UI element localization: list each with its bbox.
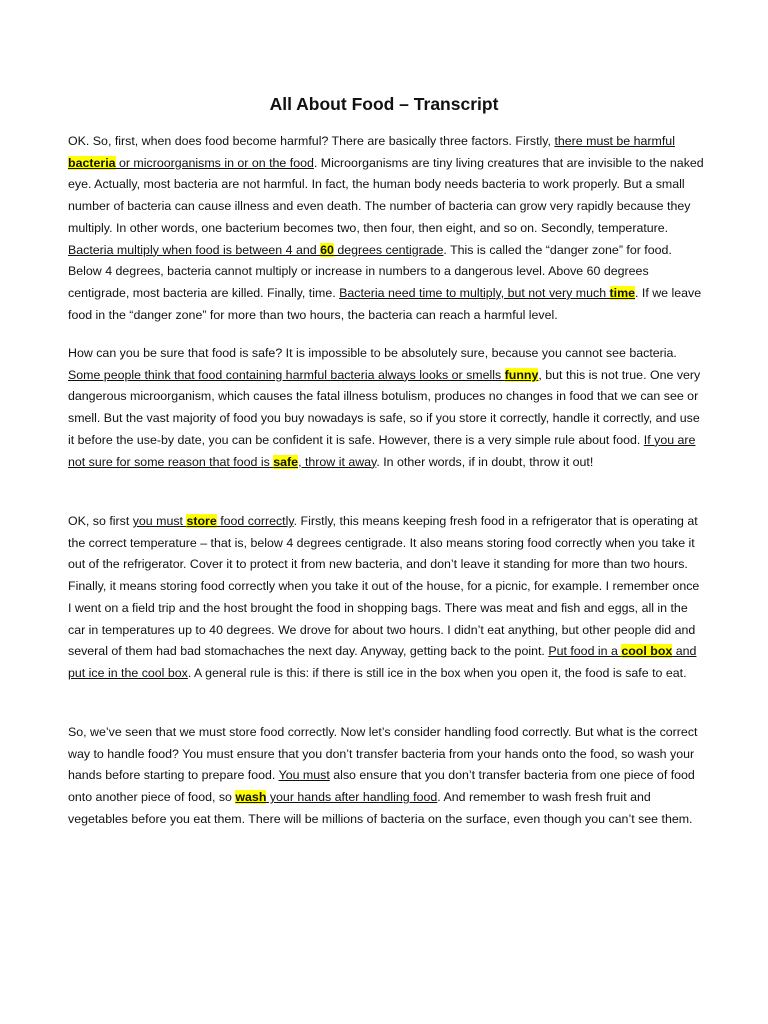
highlighted-keyword: store (186, 514, 217, 528)
text-run: . In other words, if in doubt, throw it out! (376, 454, 594, 469)
underlined-phrase: your hands after handling food (266, 790, 438, 805)
paragraph-4 (68, 722, 704, 831)
underlined-phrase: If you are not sure for some reason that food is (68, 432, 696, 469)
text-run: . And remember to wash fresh fruit and vegetables before you eat them. There will be millions of bacteria on the surface, even though you can’t see them. (68, 790, 693, 826)
highlighted-keyword: time (609, 285, 636, 300)
highlighted-keyword: safe (273, 454, 299, 469)
highlighted-keyword: 60 (320, 242, 334, 257)
paragraph-2 (68, 343, 704, 473)
highlighted-keyword: funny (504, 367, 539, 382)
text-run: How can you be sure that food is safe? It is impossible to be absolutely sure, because you cannot see bacteria. (68, 346, 677, 360)
text-run: So, we’ve seen that we must store food correctly. Now let’s consider handling food correctly. But what is the correct way to handle food? You must ensure that you don’t transfer bacteria from your hands onto the food, so wash your hands before starting to prepare food. (68, 725, 698, 783)
underlined-phrase: there must be harmful (554, 134, 675, 148)
underlined-phrase: and put ice in the cool box (68, 644, 697, 680)
text-run: . If we leave food in the “danger zone” for more than two hours, the bacteria can reach a harmful level. (68, 285, 702, 322)
highlighted-keyword: bacteria (68, 155, 116, 170)
text-run: OK. So, first, when does food become harmful? There are basically three factors. Firstly, (68, 134, 555, 148)
underlined-phrase: Put food in a (548, 644, 622, 659)
document-title: All About Food – Transcript (269, 94, 499, 114)
text-run: . Firstly, this means keeping fresh food in a refrigerator that is operating at the correct temperature – that is, below 4 degrees centigrade. It also means storing food correctly when you take it out of the refrigerator. Cover it to protect it from new bacteria, and don’t leave it standing for more than two hours. Finally, it means storing food correctly when you take it out of the house, for a picnic, for example. I remember once I went on a field trip and the host brought the food in shopping bags. There was meat and fish and eggs, all in the car in temperatures up to 40 degrees. We drove for about two hours. I didn’t eat anything, but other people did and several of them had bad stomachaches the next day. Anyway, getting back to the point. (68, 514, 700, 659)
text-run: OK, so first (68, 514, 133, 528)
text-run: . Microorganisms are tiny living creatures that are invisible to the naked eye. Actually, most bacteria are not harmful. In fact, the human body needs bacteria to work properly. But a small number of bacteria can cause illness and even death. The number of bacteria can grow very rapidly because they multiply. In other words, one bacterium becomes two, then four, then eight, and so on. Secondly, temperature. (68, 155, 704, 235)
underlined-phrase: Bacteria need time to multiply, but not very much (339, 285, 610, 300)
text-run: also ensure that you don’t transfer bacteria from one piece of food onto another piece of food, so (68, 768, 695, 805)
underlined-phrase: Bacteria multiply when food is between 4 and (68, 242, 321, 257)
paragraph-1 (68, 131, 704, 326)
underlined-phrase: , throw it away (298, 454, 377, 469)
text-run: . This is called the “danger zone” for food. Below 4 degrees, bacteria cannot multiply or increase in numbers to a dangerous level. Above 60 degrees centigrade, most bacteria are killed. Finally, time. (68, 242, 672, 300)
underlined-phrase: you must (132, 514, 187, 528)
text-run: , but this is not true. One very dangerous microorganism, which causes the fatal illness botulism, produces no changes in food that we can see or smell. But the vast majority of food you buy nowadays is safe, so if you store it correctly, handle it correctly, and use it before the use-by date, you can be confident it is safe. However, there is a very simple rule about food. (68, 367, 701, 447)
underlined-phrase: or microorganisms in or on the food (115, 155, 314, 170)
underlined-phrase: Some people think that food containing harmful bacteria always looks or smells (68, 367, 505, 382)
text-run: . A general rule is this: if there is still ice in the box when you open it, the food is safe to eat. (187, 665, 687, 680)
underlined-phrase: food correctly (216, 514, 294, 528)
underlined-phrase: You must (278, 768, 330, 783)
highlighted-keyword: cool box (621, 644, 673, 659)
paragraph-3 (68, 511, 704, 685)
highlighted-keyword: wash (235, 790, 267, 805)
underlined-phrase: degrees centigrade (333, 242, 444, 257)
